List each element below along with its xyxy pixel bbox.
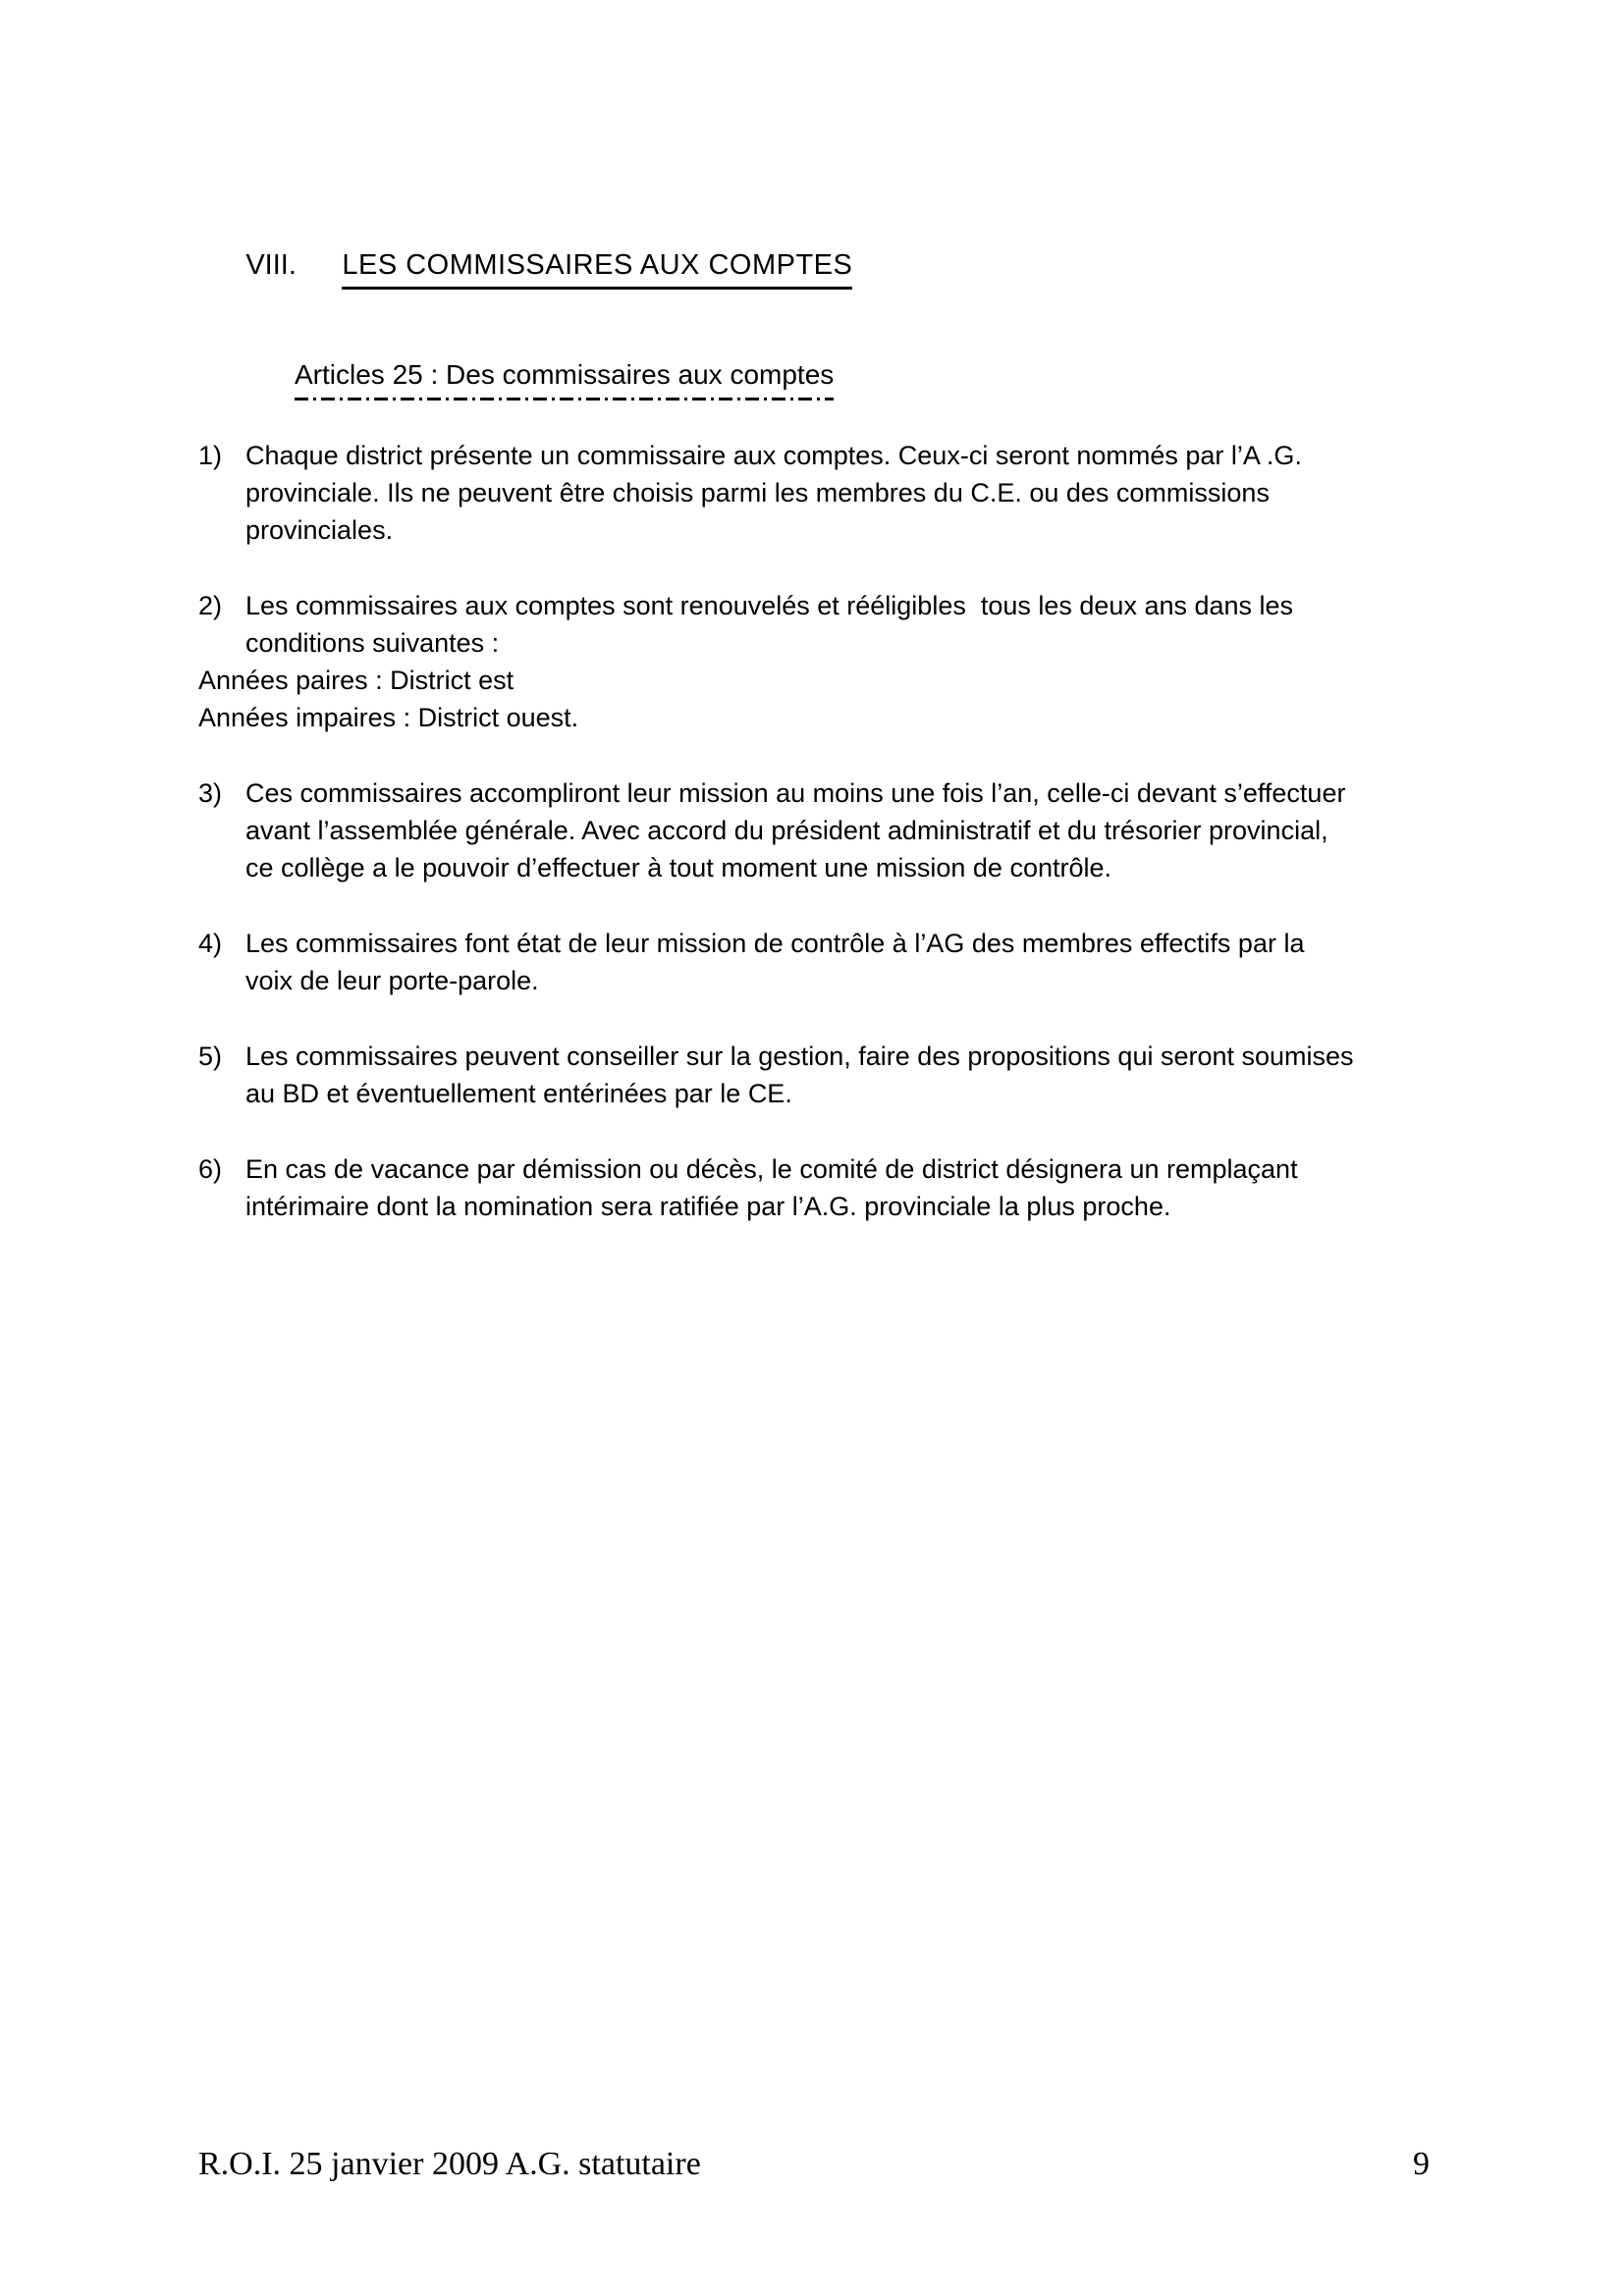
item-number: 2) [198,591,223,620]
item-line: Les commissaires peuvent conseiller sur la gestion, faire des propositions qui seront soumises [245,1041,1354,1071]
article-subtitle-text: Articles 25 : Des commissaires aux comptes [295,356,834,400]
item-number: 5) [198,1041,223,1071]
list-item [198,925,1430,999]
list-item [198,774,1430,886]
item-number: 6) [198,1154,223,1184]
article-subtitle [295,356,1430,400]
item-line: avant l’assemblée générale. Avec accord du président administratif et du trésorier provincial, [245,816,1328,845]
section-numeral: VIII. [245,249,297,281]
item-lines [245,774,1430,886]
page-number: 9 [1413,2146,1430,2182]
item-line: Chaque district présente un commissaire aux comptes. Ceux-ci seront nommés par l’A .G. [245,441,1302,470]
section-heading [198,209,1430,327]
item-line: Les commissaires font état de leur mission de contrôle à l’AG des membres effectifs par la [245,929,1305,958]
list-item [198,1150,1430,1225]
item-line: Les commissaires aux comptes sont renouvelés et rééligibles tous les deux ans dans les [245,591,1294,620]
footer-text: R.O.I. 25 janvier 2009 A.G. statutaire [198,2146,701,2182]
list-item [198,1038,1430,1112]
item-line: intérimaire dont la nomination sera ratifiée par l’A.G. provinciale la plus proche. [245,1192,1171,1221]
item-lines [198,587,1430,736]
item-line: provinciales. [245,515,394,545]
list-item [198,587,1430,736]
item-lines [245,437,1430,549]
item-lines [245,925,1430,999]
item-line: Ces commissaires accompliront leur mission au moins une fois l’an, celle-ci devant s’effectuer [245,778,1346,808]
item-line: au BD et éventuellement entérinées par le CE. [245,1079,792,1108]
item-outdent-line: Années impaires : District ouest. [198,703,579,732]
section-title: LES COMMISSAIRES AUX COMPTES [342,246,852,290]
item-lines [245,1038,1430,1112]
item-number: 1) [198,441,223,470]
page-footer [198,2145,1430,2184]
item-line: ce collège a le pouvoir d’effectuer à tout moment une mission de contrôle. [245,853,1112,882]
item-outdent-line: Années paires : District est [198,666,514,695]
item-line: En cas de vacance par démission ou décès, le comité de district désignera un remplaçant [245,1154,1298,1184]
item-number: 3) [198,778,223,808]
item-number: 4) [198,929,223,958]
numbered-list [198,437,1430,1225]
item-line: voix de leur porte-parole. [245,966,539,995]
document-content [198,209,1430,1225]
item-line: conditions suivantes : [245,628,500,658]
item-lines [245,1150,1430,1225]
list-item [198,437,1430,549]
item-line: provinciale. Ils ne peuvent être choisis parmi les membres du C.E. ou des commissions [245,478,1270,507]
